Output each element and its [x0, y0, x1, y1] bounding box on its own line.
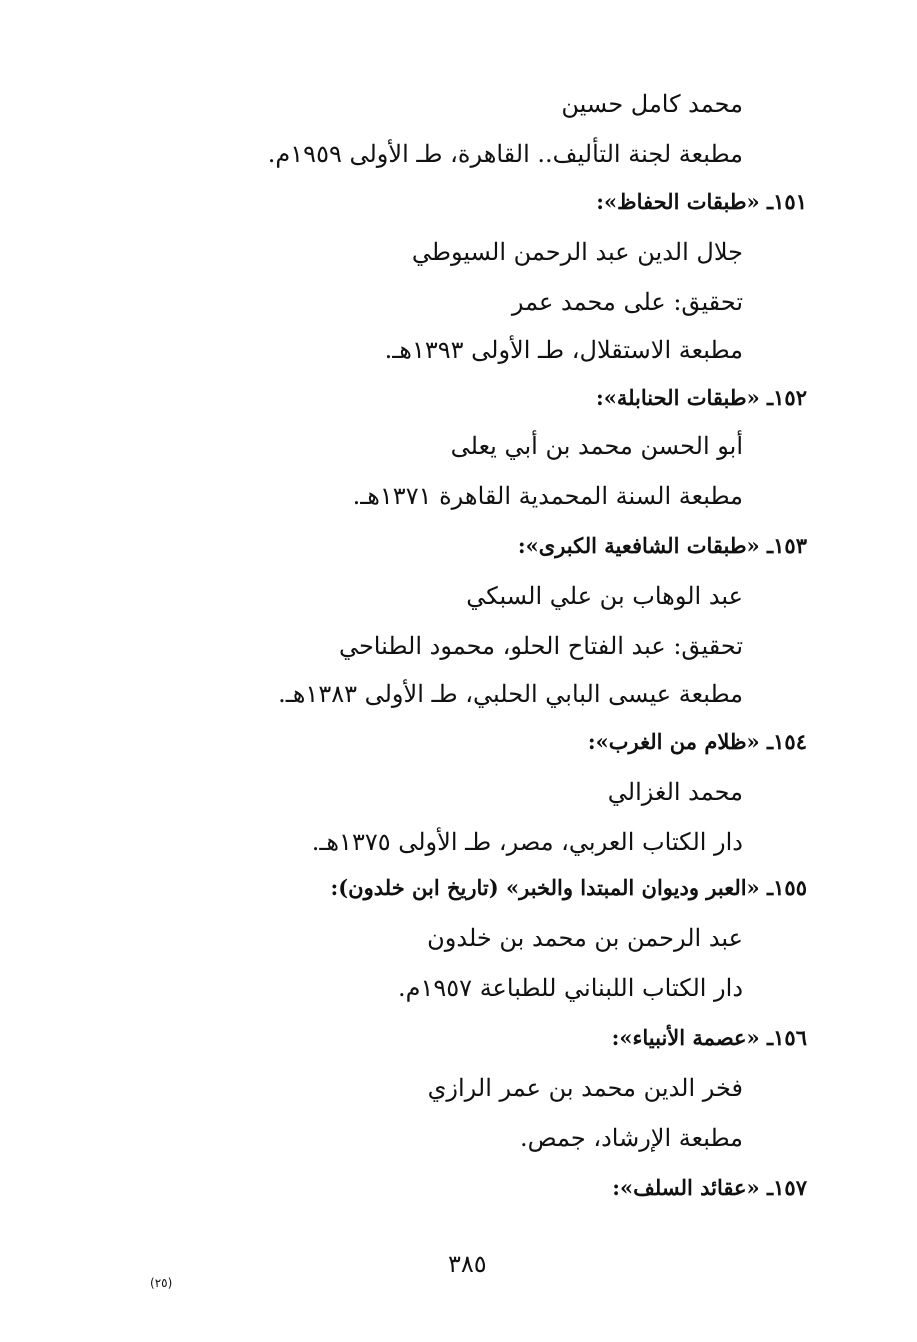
- entry-detail: دار الكتاب اللبناني للطباعة ١٩٥٧م.: [398, 974, 743, 1002]
- entry-heading: ١٥٥ـ «العبر وديوان المبتدا والخبر» (تاريخ ابن خلدون):: [330, 875, 807, 900]
- entry-detail: مطبعة لجنة التأليف.. القاهرة، طـ الأولى ١٩٥٩م.: [267, 140, 743, 168]
- entry-detail: عبد الرحمن بن محمد بن خلدون: [427, 924, 743, 952]
- entry-heading: ١٥٣ـ «طبقات الشافعية الكبرى»:: [517, 533, 807, 558]
- entry-detail: محمد كامل حسين: [561, 90, 743, 118]
- entry-detail: مطبعة الإرشاد، جمص.: [519, 1124, 743, 1152]
- entry-heading: ١٥٧ـ «عقائد السلف»:: [612, 1175, 807, 1200]
- entry-detail: مطبعة عيسى البابي الحلبي، طـ الأولى ١٣٨٣هـ.: [278, 680, 743, 708]
- entry-detail: مطبعة السنة المحمدية القاهرة ١٣٧١هـ.: [352, 482, 743, 510]
- entry-detail: مطبعة الاستقلال، طـ الأولى ١٣٩٣هـ.: [384, 336, 743, 364]
- entry-detail: عبد الوهاب بن علي السبكي: [466, 582, 743, 610]
- entry-detail: فخر الدين محمد بن عمر الرازي: [427, 1074, 743, 1102]
- entry-detail: أبو الحسن محمد بن أبي يعلى: [450, 432, 743, 460]
- entry-detail: دار الكتاب العربي، مصر، طـ الأولى ١٣٧٥هـ.: [311, 828, 743, 856]
- entry-heading: ١٥٤ـ «ظلام من الغرب»:: [587, 729, 807, 754]
- entry-detail: تحقيق: على محمد عمر: [511, 288, 743, 316]
- page-number: ٣٨٥: [448, 1250, 487, 1278]
- entry-detail: تحقيق: عبد الفتاح الحلو، محمود الطناحي: [338, 632, 743, 660]
- entry-heading: ١٥١ـ «طبقات الحفاظ»:: [596, 189, 807, 214]
- sheet-mark: (٢٥): [150, 1276, 173, 1290]
- entry-heading: ١٥٦ـ «عصمة الأنبياء»:: [611, 1025, 807, 1050]
- entry-detail: جلال الدين عبد الرحمن السيوطي: [411, 238, 743, 266]
- entry-detail: محمد الغزالي: [607, 778, 743, 806]
- entry-heading: ١٥٢ـ «طبقات الحنابلة»:: [595, 385, 807, 410]
